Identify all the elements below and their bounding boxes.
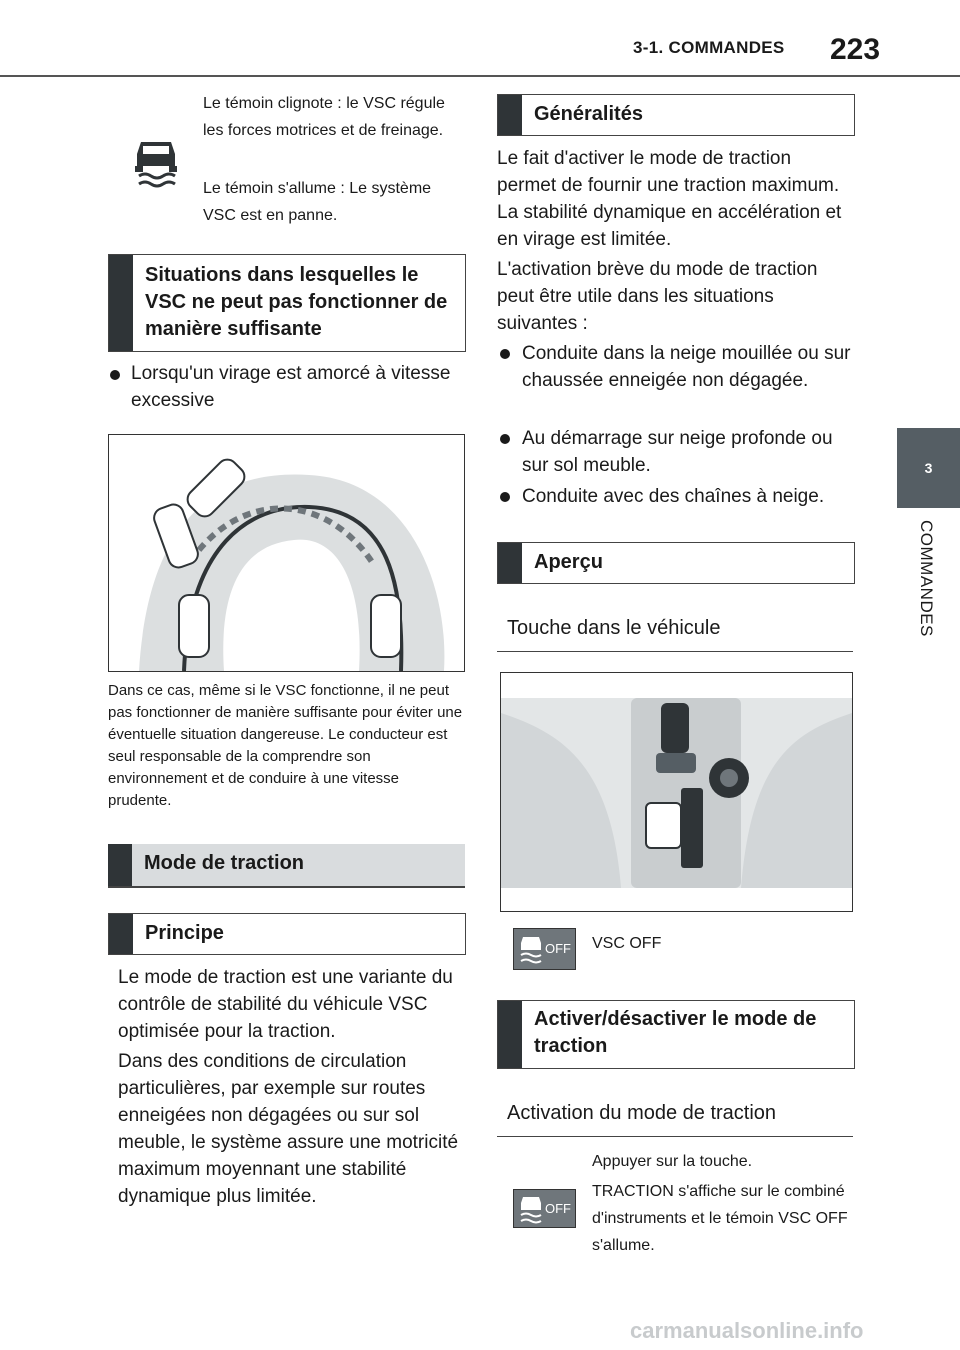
watermark: carmanualsonline.info [630,1318,864,1343]
heading-activer [497,1000,855,1069]
principe-paragraph-2: Dans des conditions de circulation particulières, par exemple sur routes enneigées non dégagées ou sur sol meuble, le système assure une motricité maximum moyennant une stabilité dynamique plus limitée. [118,1051,459,1207]
traction-off-button-icon [513,1189,576,1228]
bullet-chaines: Conduite avec des chaînes à neige. [522,486,825,507]
vsc-off-button-icon [513,928,576,970]
bullet-neige-mouillee: Conduite dans la neige mouillée ou sur chaussée enneigée non dégagée. [522,343,851,391]
activation-step-2: TRACTION s'affiche sur le combiné d'instruments et le témoin VSC OFF s'allume. [592,1183,848,1254]
header-rule [0,75,960,77]
heading-mode-text: Mode de traction [144,852,305,874]
section-title: 3-1. COMMANDES [633,38,785,57]
illustration-caption: Dans ce cas, même si le VSC fonctionne, il ne peut pas fonctionner de manière suffisante pour éviter une éventuelle situation dangereuse. Le conducteur est seul responsable de la comprendre son environnement et de conduire à une vitesse prudente. [108,682,463,809]
heading-situations [108,254,466,352]
off-text: OFF [545,1201,571,1216]
heading-situations-text: Situations dans lesquelles le VSC ne peut pas fonctionner de manière suffisante [145,264,448,340]
heading-apercu-text: Aperçu [534,551,603,573]
page-number: 223 [830,33,881,66]
vsc-indicator-icon [133,138,179,190]
heading-principe-text: Principe [145,922,224,944]
chapter-label-text: COMMANDES [917,520,936,637]
generalites-paragraph-2: L'activation brève du mode de traction peut être utile dans les situations suivantes : [497,259,818,334]
subheading-activation-text: Activation du mode de traction [507,1102,777,1124]
off-text: OFF [545,941,571,956]
subheading-activation [497,1100,853,1137]
console-illustration [500,672,853,912]
chapter-tab: 3 [897,428,960,508]
bullet-dot [110,370,120,380]
curve-road-svg [109,435,464,671]
vsc-off-label: VSC OFF [592,935,662,952]
subheading-touche-text: Touche dans le véhicule [507,617,721,639]
bullet-dot [500,349,510,359]
generalites-paragraph-1: Le fait d'activer le mode de traction permet de fournir une traction maximum. La stabilité dynamique en accélération et en virage est limitée. [497,148,842,250]
principe-paragraph-1: Le mode de traction est une variante du contrôle de stabilité du véhicule VSC optimisée pour la traction. [118,967,453,1042]
curve-illustration [108,434,465,672]
heading-activer-text: Activer/désactiver le mode de traction [534,1008,817,1057]
indicator-text-blink: Le témoin clignote : le VSC régule les forces motrices et de freinage. [203,95,445,139]
heading-generalites-text: Généralités [534,103,643,125]
heading-generalites [497,94,855,136]
console-svg [501,673,852,911]
bullet-virage: Lorsqu'un virage est amorcé à vitesse excessive [131,363,451,411]
bullet-demarrage: Au démarrage sur neige profonde ou sur sol meuble. [522,428,833,476]
heading-principe [108,913,466,955]
subheading-touche [497,615,853,652]
heading-apercu [497,542,855,584]
heading-mode-traction [108,844,465,888]
indicator-text-on: Le témoin s'allume : Le système VSC est en panne. [203,180,432,224]
activation-step-1: Appuyer sur la touche. [592,1153,753,1170]
bullet-dot [500,492,510,502]
chapter-label [896,520,956,660]
bullet-dot [500,434,510,444]
